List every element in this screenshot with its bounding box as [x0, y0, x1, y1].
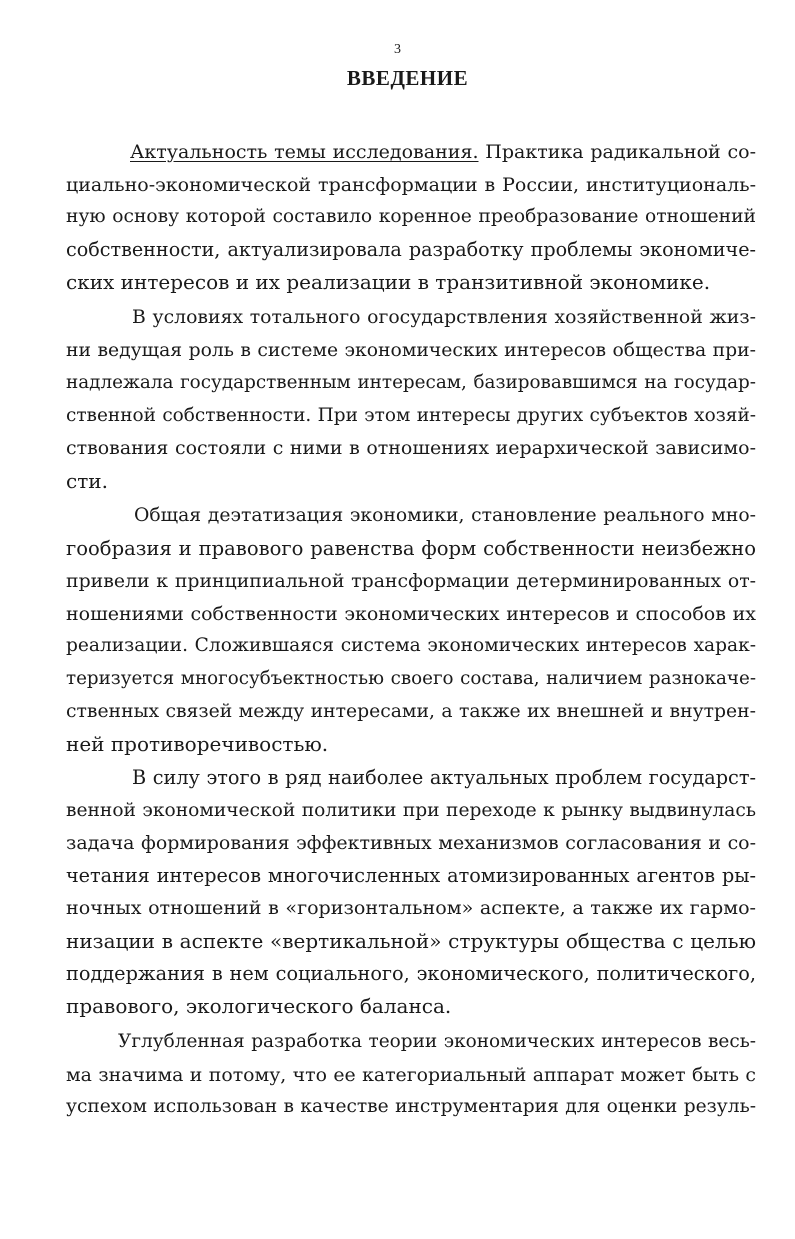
- paragraph-4: [66, 762, 756, 1023]
- paragraph-line: Углубленная разработка теории экономических интересов весь-: [118, 1031, 756, 1052]
- paragraph-line: ношениями собственности экономических интересов и способов их: [66, 602, 756, 625]
- section-lead: Актуальность темы исследования.: [130, 141, 479, 163]
- paragraph-line: гообразия и правового равенства форм собственности неизбежно: [66, 536, 756, 560]
- paragraph-line: задача формирования эффективных механизмов согласования и со-: [66, 832, 756, 855]
- paragraph-line: В силу этого в ряд наиболее актуальных проблем государст-: [132, 766, 756, 789]
- paragraph-2: [66, 302, 756, 498]
- paragraph-line: привели к принципиальной трансформации детерминированных от-: [66, 570, 756, 593]
- paragraph-line: циально-экономической трансформации в России, институциональ-: [66, 173, 756, 196]
- page-number: 3: [394, 42, 401, 57]
- paragraph-line: ни ведущая роль в системе экономических интересов общества при-: [66, 339, 756, 361]
- paragraph-line: четания интересов многочисленных атомизированных агентов ры-: [66, 863, 756, 887]
- paragraph-line: Общая деэтатизация экономики, становление реального мно-: [134, 505, 756, 526]
- paragraph-5: [66, 1026, 756, 1124]
- paragraph-3: [66, 500, 756, 761]
- paragraph-line: ночных отношений в «горизонтальном» аспекте, а также их гармо-: [66, 896, 756, 920]
- paragraph-line: ную основу которой составило коренное преобразование отношений: [66, 206, 756, 228]
- paragraph-line: собственности, актуализировала разработку проблемы экономиче-: [66, 237, 756, 261]
- paragraph-line: ней противоречивостью.: [66, 732, 329, 757]
- paragraph-1: [66, 136, 756, 299]
- paragraph-line: ских интересов и их реализации в транзитивной экономике.: [66, 270, 711, 295]
- paragraph-line: ствования состояли с ними в отношениях иерархической зависимо-: [66, 437, 756, 460]
- paragraph-line: поддержания в нем социального, экономического, политического,: [66, 961, 756, 985]
- paragraph-line: ственной собственности. При этом интересы других субъектов хозяй-: [66, 404, 756, 426]
- paragraph-line: успехом использован в качестве инструментария для оценки резуль-: [66, 1096, 756, 1118]
- page-title: ВВЕДЕНИЕ: [346, 66, 469, 90]
- paragraph-line: Актуальность темы исследования. Практика радикальной со-: [130, 141, 756, 163]
- paragraph-line: низации в аспекте «вертикальной» структуры общества с целью: [66, 928, 756, 953]
- paragraph-line: сти.: [66, 468, 108, 493]
- paragraph-line: ма значима и потому, что ее категориальный аппарат может быть с: [66, 1063, 756, 1086]
- paragraph-line: реализации. Сложившаяся система экономических интересов харак-: [66, 635, 756, 657]
- paragraph-line: В условиях тотального огосударствления хозяйственной жиз-: [132, 307, 756, 328]
- paragraph-line: теризуется многосубъектностью своего состава, наличием разнокаче-: [66, 667, 756, 689]
- paragraph-line: надлежала государственным интересам, базировавшимся на государ-: [66, 372, 756, 394]
- paragraph-line: ственных связей между интересами, а также их внешней и внутрен-: [66, 700, 756, 722]
- paragraph-line: правового, экологического баланса.: [66, 994, 452, 1019]
- paragraph-line: венной экономической политики при переходе к рынку выдвинулась: [66, 799, 756, 821]
